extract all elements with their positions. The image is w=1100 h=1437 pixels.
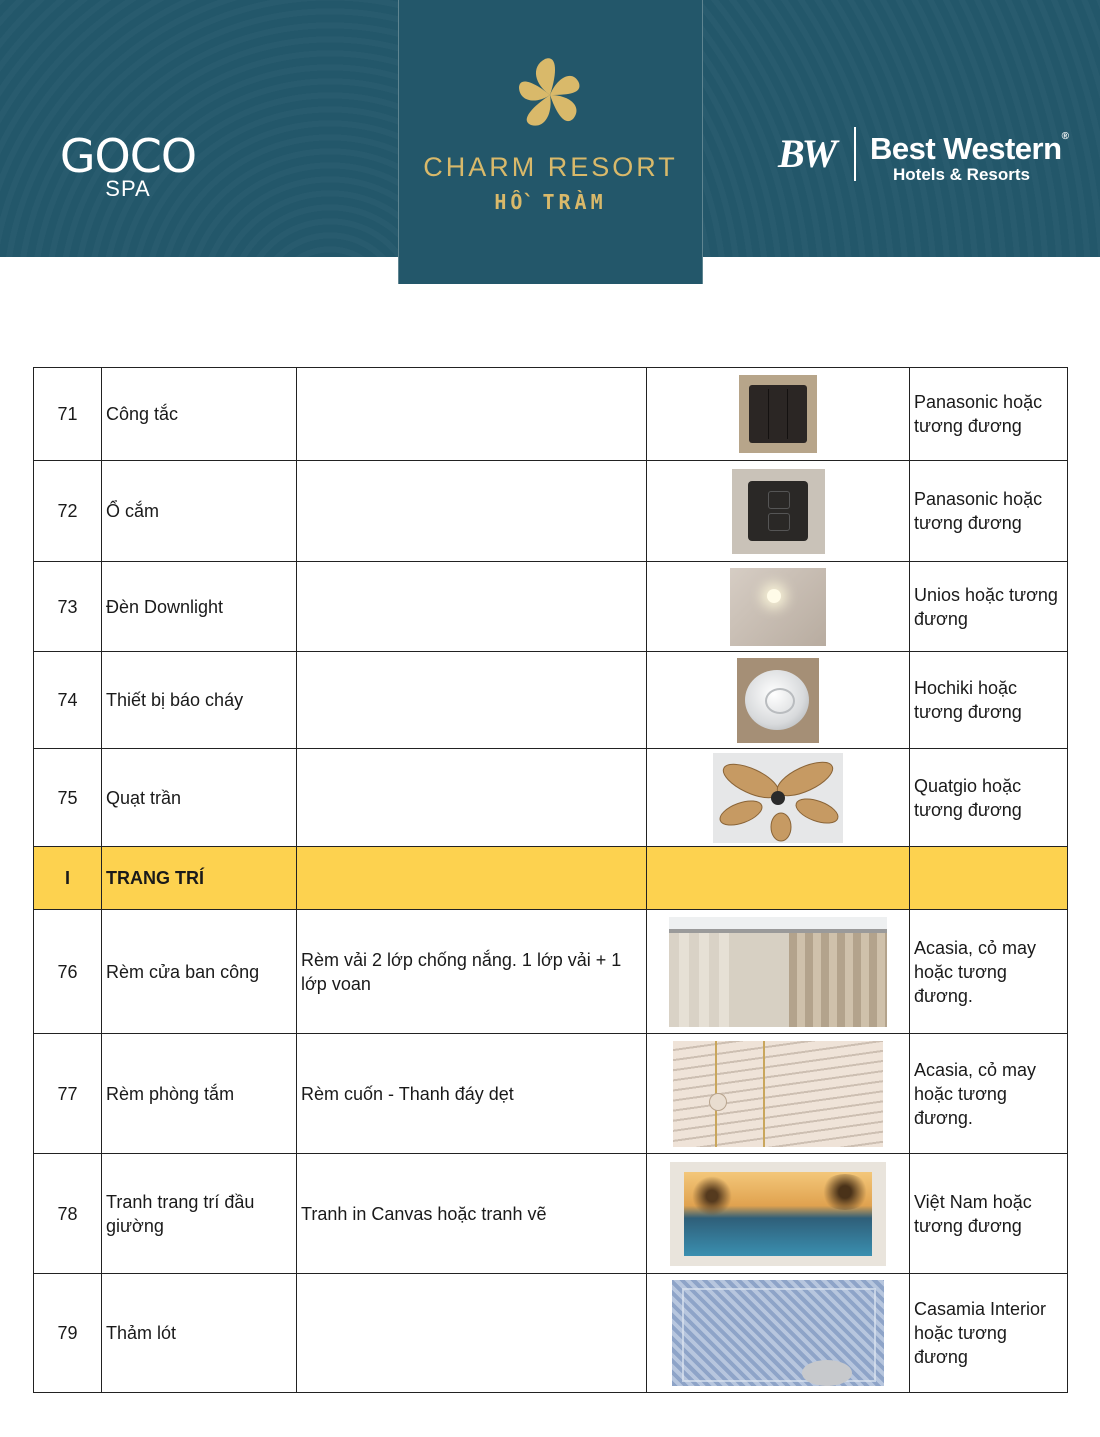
item-name: Tranh trang trí đầu giường xyxy=(102,1154,297,1274)
table-row xyxy=(34,1154,1068,1274)
item-name: Công tắc xyxy=(102,368,297,461)
item-spec xyxy=(297,749,647,847)
table-row xyxy=(34,562,1068,652)
goco-logo-word: GOCO xyxy=(59,129,197,183)
item-spec: Rèm cuốn - Thanh đáy dẹt xyxy=(297,1034,647,1154)
table-row xyxy=(34,652,1068,749)
wall-switch-image xyxy=(739,375,817,453)
row-number: 71 xyxy=(34,368,102,461)
row-number: 73 xyxy=(34,562,102,652)
item-image-cell xyxy=(647,1034,910,1154)
item-spec xyxy=(297,1274,647,1393)
item-image-cell xyxy=(647,652,910,749)
table-row xyxy=(34,368,1068,461)
item-name: Rèm cửa ban công xyxy=(102,910,297,1034)
item-spec: Rèm vải 2 lớp chống nắng. 1 lớp vải + 1 lớp voan xyxy=(297,910,647,1034)
item-supplier: Quatgio hoặc tương đương xyxy=(910,749,1068,847)
section-title: TRANG TRÍ xyxy=(102,847,297,910)
item-name: Ổ cắm xyxy=(102,461,297,562)
bw-name-text: Best Western xyxy=(870,131,1062,166)
item-spec: Tranh in Canvas hoặc tranh vẽ xyxy=(297,1154,647,1274)
item-supplier: Unios hoặc tương đương xyxy=(910,562,1068,652)
bathroom-blind-image xyxy=(673,1041,883,1147)
item-name: Thảm lót xyxy=(102,1274,297,1393)
charm-resort-title: CHARM RESORT xyxy=(423,152,678,182)
item-spec xyxy=(297,562,647,652)
item-supplier: Panasonic hoặc tương đương xyxy=(910,368,1068,461)
table-row xyxy=(34,461,1068,562)
item-supplier: Acasia, cỏ may hoặc tương đương. xyxy=(910,1034,1068,1154)
downlight-image xyxy=(730,568,826,646)
item-supplier: Panasonic hoặc tương đương xyxy=(910,461,1068,562)
table-row xyxy=(34,1274,1068,1393)
bw-divider xyxy=(854,127,856,181)
row-number: 74 xyxy=(34,652,102,749)
goco-logo-sub: SPA xyxy=(105,176,151,201)
charm-resort-subtitle: HỒ TRÀM xyxy=(494,190,607,214)
row-number: 77 xyxy=(34,1034,102,1154)
item-spec xyxy=(297,368,647,461)
table-row xyxy=(34,1034,1068,1154)
item-image-cell xyxy=(647,368,910,461)
row-number: 76 xyxy=(34,910,102,1034)
bw-mark: BW xyxy=(778,131,835,176)
item-image-cell xyxy=(647,1274,910,1393)
item-name: Thiết bị báo cháy xyxy=(102,652,297,749)
item-supplier: Việt Nam hoặc tương đương xyxy=(910,1154,1068,1274)
row-number: 78 xyxy=(34,1154,102,1274)
item-image-cell xyxy=(647,1154,910,1274)
item-name: Rèm phòng tắm xyxy=(102,1034,297,1154)
charm-resort-swirl-icon xyxy=(515,55,585,135)
canvas-painting-image xyxy=(670,1162,886,1266)
row-number: 79 xyxy=(34,1274,102,1393)
item-name: Đèn Downlight xyxy=(102,562,297,652)
section-number: I xyxy=(34,847,102,910)
row-number: 72 xyxy=(34,461,102,562)
item-spec xyxy=(297,461,647,562)
rug-image xyxy=(672,1280,884,1386)
center-logo-panel xyxy=(398,0,703,284)
section-empty xyxy=(910,847,1068,910)
row-number: 75 xyxy=(34,749,102,847)
item-supplier: Acasia, cỏ may hoặc tương đương. xyxy=(910,910,1068,1034)
smoke-detector-image xyxy=(737,658,819,743)
bw-tagline: Hotels & Resorts xyxy=(893,165,1030,184)
ceiling-fan-image xyxy=(713,753,843,843)
power-socket-image xyxy=(732,469,825,554)
item-image-cell xyxy=(647,562,910,652)
item-image-cell xyxy=(647,910,910,1034)
table-row xyxy=(34,749,1068,847)
bw-registered: ® xyxy=(1061,131,1069,142)
section-empty xyxy=(297,847,647,910)
item-name: Quạt trần xyxy=(102,749,297,847)
item-spec xyxy=(297,652,647,749)
section-empty xyxy=(647,847,910,910)
bw-name xyxy=(870,131,1068,167)
item-supplier: Hochiki hoặc tương đương xyxy=(910,652,1068,749)
item-supplier: Casamia Interior hoặc tương đương xyxy=(910,1274,1068,1393)
item-image-cell xyxy=(647,461,910,562)
item-image-cell xyxy=(647,749,910,847)
materials-table xyxy=(33,367,1068,1393)
table-row xyxy=(34,910,1068,1034)
balcony-curtain-image xyxy=(669,917,887,1027)
section-row xyxy=(34,847,1068,910)
goco-spa-logo xyxy=(58,130,198,200)
